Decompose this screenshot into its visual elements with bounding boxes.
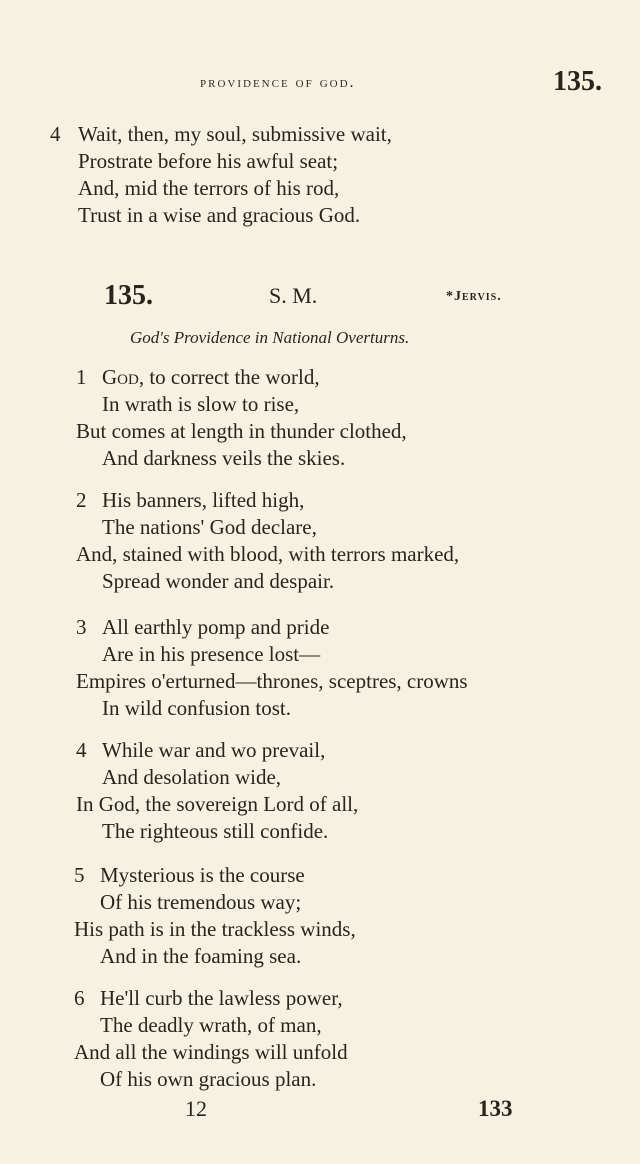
- stanza-first-word: God,: [102, 365, 145, 389]
- hymn-stanza-2: [0, 487, 640, 595]
- page-number-top: 135.: [553, 66, 602, 97]
- stanza-line: And darkness veils the skies.: [102, 446, 346, 470]
- prev-hymn-stanza-4: [0, 121, 640, 229]
- stanza-line: The nations' God declare,: [102, 515, 317, 539]
- stanza-line: Empires o'erturned—thrones, sceptres, crowns: [76, 669, 468, 693]
- stanza-number: 5: [74, 863, 85, 887]
- stanza-line: Trust in a wise and gracious God.: [78, 203, 361, 227]
- hymn-tune: *Jervis.: [446, 289, 502, 304]
- hymn-stanza-4: [0, 737, 640, 845]
- running-head: providence of god.: [200, 74, 356, 91]
- stanza-line: And, mid the terrors of his rod,: [78, 176, 340, 200]
- stanza-line: And all the windings will unfold: [74, 1040, 348, 1064]
- hymn-stanza-1: [0, 364, 640, 472]
- stanza-line: to correct the world,: [144, 365, 320, 389]
- stanza-number: 4: [50, 122, 61, 146]
- stanza-line: He'll curb the lawless power,: [100, 986, 343, 1010]
- hymn-header: [0, 280, 640, 314]
- stanza-line: In wrath is slow to rise,: [102, 392, 300, 416]
- hymn-stanza-5: [0, 862, 640, 970]
- stanza-line: Spread wonder and despair.: [102, 569, 335, 593]
- stanza-number: 2: [76, 488, 87, 512]
- stanza-line: And, stained with blood, with terrors marked,: [76, 542, 460, 566]
- signature-mark: 12: [185, 1096, 207, 1121]
- stanza-line: His banners, lifted high,: [102, 488, 305, 512]
- stanza-line: Of his own gracious plan.: [100, 1067, 317, 1091]
- stanza-number: 3: [76, 615, 87, 639]
- stanza-line: The righteous still confide.: [102, 819, 329, 843]
- page-number-bottom: 133: [478, 1096, 513, 1121]
- stanza-line: Mysterious is the course: [100, 863, 305, 887]
- stanza-line: In wild confusion tost.: [102, 696, 291, 720]
- hymn-meter: S. M.: [269, 283, 318, 308]
- stanza-number: 4: [76, 738, 87, 762]
- stanza-line: While war and wo prevail,: [102, 738, 326, 762]
- stanza-line: In God, the sovereign Lord of all,: [76, 792, 359, 816]
- stanza-number: 1: [76, 365, 87, 389]
- stanza-line: Are in his presence lost—: [102, 642, 321, 666]
- stanza-line: Of his tremendous way;: [100, 890, 302, 914]
- hymn-subtitle: God's Providence in National Overturns.: [130, 328, 410, 347]
- hymn-stanza-6: [0, 985, 640, 1093]
- stanza-line: Wait, then, my soul, submissive wait,: [78, 122, 392, 146]
- stanza-number: 6: [74, 986, 85, 1010]
- stanza-line: And desolation wide,: [102, 765, 282, 789]
- stanza-line: Prostrate before his awful seat;: [78, 149, 339, 173]
- stanza-line: The deadly wrath, of man,: [100, 1013, 322, 1037]
- stanza-line: All earthly pomp and pride: [102, 615, 330, 639]
- stanza-line: His path is in the trackless winds,: [74, 917, 356, 941]
- hymn-stanza-3: [0, 614, 640, 722]
- hymn-number: 135.: [104, 280, 153, 311]
- stanza-line: But comes at length in thunder clothed,: [76, 419, 407, 443]
- stanza-line: And in the foaming sea.: [100, 944, 302, 968]
